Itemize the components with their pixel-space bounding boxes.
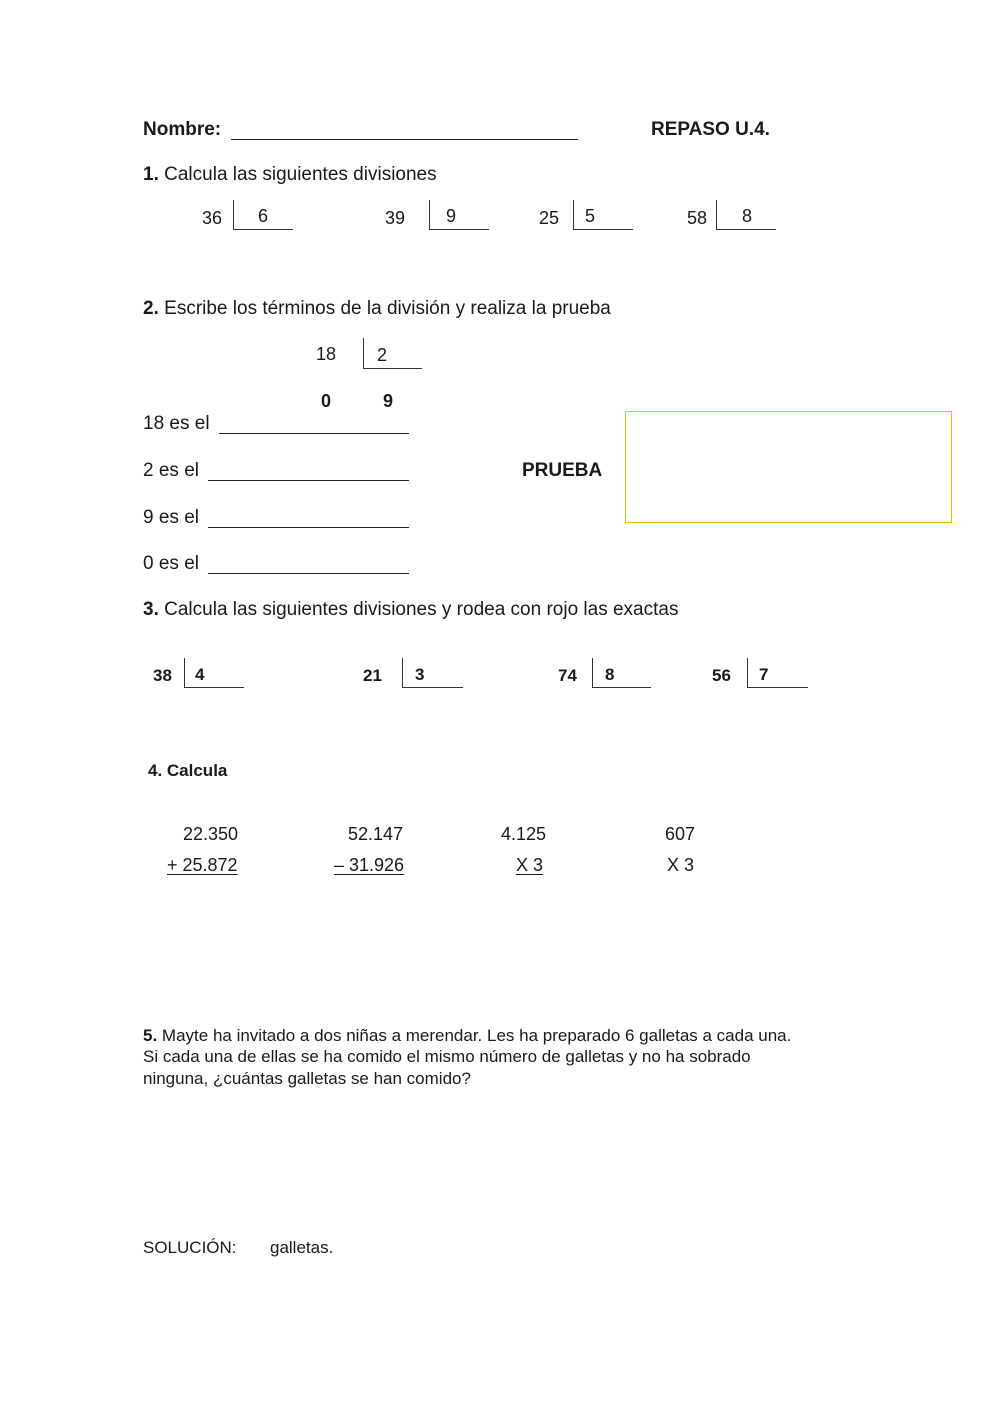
- q4-op1-top: 22.350: [183, 824, 239, 844]
- q1-dividend-4: 58: [687, 208, 708, 228]
- q2-term-3-label: 9 es el: [143, 507, 199, 528]
- q1-number: 1.: [143, 164, 159, 185]
- q2-term-1-label: 18 es el: [143, 413, 210, 434]
- q1-divisor-4: 8: [742, 206, 753, 226]
- q1-divisor-box-1[interactable]: [233, 200, 293, 230]
- solution-unit: galletas.: [270, 1238, 334, 1257]
- q4-op2-bottom: – 31.926: [334, 855, 405, 875]
- worksheet-title: REPASO U.4.: [651, 119, 770, 140]
- q2-heading: [143, 298, 611, 320]
- q2-term-2-input[interactable]: [208, 480, 409, 481]
- q2-term-4-label: 0 es el: [143, 553, 199, 574]
- q1-divisor-3: 5: [585, 206, 596, 226]
- q2-dividend: 18: [316, 344, 337, 364]
- q1-divisor-box-4[interactable]: [716, 200, 776, 230]
- q3-dividend-4: 56: [712, 666, 731, 685]
- q4-op4-top: 607: [665, 824, 696, 844]
- q3-divisor-4: 7: [759, 665, 769, 684]
- q5-number: 5.: [143, 1026, 158, 1045]
- q5-line-2: Si cada una de ellas se ha comido el mismo número de galletas y no ha sobrado: [143, 1047, 751, 1066]
- q4-op4-bottom: X 3: [667, 855, 695, 875]
- q1-text: Calcula las siguientes divisiones: [164, 164, 437, 185]
- q4-op1-bottom: + 25.872: [167, 855, 238, 875]
- q4-heading: 4. Calcula: [148, 761, 228, 780]
- prueba-answer-box[interactable]: [625, 411, 952, 523]
- q3-dividend-2: 21: [363, 666, 382, 685]
- q2-term-2-label: 2 es el: [143, 460, 199, 481]
- q3-text: Calcula las siguientes divisiones y rodea con rojo las exactas: [164, 599, 679, 620]
- q2-number: 2.: [143, 298, 159, 319]
- q1-dividend-3: 25: [539, 208, 560, 228]
- q3-divisor-box-3[interactable]: [592, 658, 651, 688]
- q3-dividend-1: 38: [153, 666, 172, 685]
- q1-divisor-box-3[interactable]: [573, 200, 633, 230]
- q3-divisor-box-2[interactable]: [402, 658, 463, 688]
- q1-divisor-1: 6: [258, 206, 269, 226]
- q1-dividend-1: 36: [202, 208, 223, 228]
- q1-dividend-2: 39: [385, 208, 406, 228]
- name-label: Nombre:: [143, 119, 222, 140]
- q3-number: 3.: [143, 599, 159, 620]
- q4-op3-bottom: X 3: [516, 855, 544, 875]
- q2-text: Escribe los términos de la división y realiza la prueba: [164, 298, 611, 319]
- q3-divisor-box-4[interactable]: [747, 658, 808, 688]
- q1-heading: [143, 164, 437, 186]
- q5-line-3: ninguna, ¿cuántas galletas se han comido?: [143, 1069, 471, 1088]
- q3-divisor-2: 3: [415, 665, 425, 684]
- q5-text-1: Mayte ha invitado a dos niñas a merendar. Les ha preparado 6 galletas a cada una.: [161, 1026, 792, 1045]
- q2-term-3-input[interactable]: [208, 527, 409, 528]
- q2-term-1-input[interactable]: [219, 433, 409, 434]
- q4-op3-top: 4.125: [501, 824, 547, 844]
- q2-remainder: 0: [321, 391, 332, 411]
- solution-label: SOLUCIÓN:: [143, 1238, 237, 1257]
- q3-heading: [143, 599, 678, 621]
- prueba-label: PRUEBA: [522, 460, 603, 481]
- name-input-line[interactable]: [231, 139, 578, 140]
- q1-divisor-2: 9: [446, 206, 457, 226]
- q5-line-1: [143, 1026, 791, 1046]
- q3-divisor-box-1[interactable]: [184, 658, 244, 688]
- q3-divisor-3: 8: [605, 665, 615, 684]
- q1-divisor-box-2[interactable]: [429, 200, 489, 230]
- q4-op2-top: 52.147: [348, 824, 404, 844]
- q2-quotient: 9: [383, 391, 394, 411]
- q2-term-4-input[interactable]: [208, 573, 409, 574]
- q2-divisor: 2: [377, 345, 388, 365]
- q3-divisor-1: 4: [195, 665, 205, 684]
- q2-divisor-box: [363, 338, 422, 369]
- q3-dividend-3: 74: [558, 666, 577, 685]
